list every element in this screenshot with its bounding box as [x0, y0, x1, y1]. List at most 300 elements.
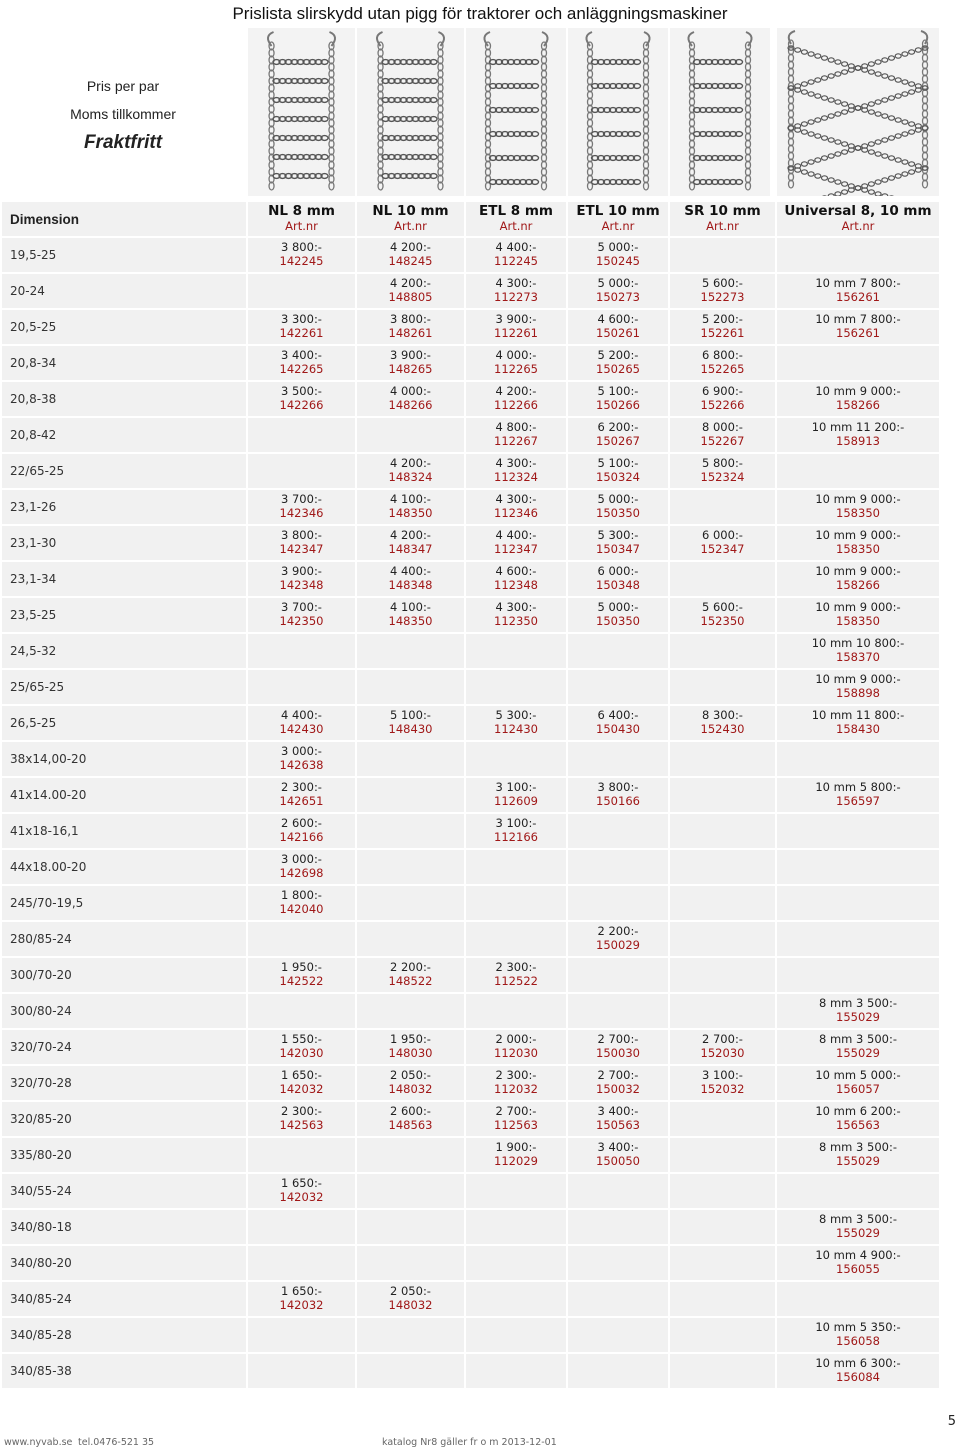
price-cell	[568, 1318, 668, 1352]
price-cell	[357, 1066, 464, 1100]
article-number: 148324	[388, 470, 433, 484]
table-row	[2, 274, 939, 308]
price-cell	[248, 1318, 355, 1352]
price-cell	[248, 418, 355, 452]
price-cell	[568, 346, 668, 380]
price-value	[568, 1282, 668, 1284]
article-number: 112430	[494, 722, 538, 736]
dimension-cell: 280/85-24	[2, 922, 246, 956]
article-number: 142040	[279, 902, 324, 916]
price-cell	[357, 814, 464, 848]
price-value: 5 600:-	[702, 276, 743, 290]
chain-image-sr10	[670, 28, 770, 196]
dimension-cell: 20-24	[2, 274, 246, 308]
dimension-cell: 19,5-25	[2, 238, 246, 272]
article-number: 148350	[388, 614, 433, 628]
price-value: 4 400:-	[495, 240, 537, 254]
price-cell	[248, 490, 355, 524]
price-value	[568, 814, 668, 816]
price-value: 4 000:-	[495, 348, 537, 362]
price-cell	[670, 346, 775, 380]
article-number: 142266	[279, 398, 324, 412]
ladder-chain-icon	[248, 28, 355, 196]
price-cell	[466, 1030, 566, 1064]
price-cell	[466, 886, 566, 920]
price-cell	[777, 850, 939, 884]
price-value: 10 mm 10 800:-	[811, 636, 905, 650]
price-value: 4 600:-	[495, 564, 537, 578]
price-value: 10 mm 9 000:-	[815, 492, 901, 506]
price-value: 3 700:-	[281, 492, 322, 506]
article-number: 150350	[596, 614, 640, 628]
price-value	[248, 418, 355, 420]
price-cell	[248, 742, 355, 776]
article-number: 142348	[279, 578, 324, 592]
price-cell	[357, 1246, 464, 1280]
price-cell	[248, 634, 355, 668]
price-value	[248, 274, 355, 276]
article-number: 112245	[494, 254, 538, 268]
price-cell	[357, 274, 464, 308]
article-number: 155029	[836, 1046, 880, 1060]
price-cell	[777, 382, 939, 416]
price-value	[777, 958, 939, 960]
price-cell	[466, 778, 566, 812]
price-value	[248, 634, 355, 636]
article-number: 158266	[836, 578, 880, 592]
price-cell	[357, 706, 464, 740]
article-number: 112522	[494, 974, 538, 988]
price-value: 3 400:-	[597, 1104, 639, 1118]
price-cell	[568, 958, 668, 992]
price-cell	[466, 598, 566, 632]
price-cell	[248, 346, 355, 380]
article-number: 142346	[279, 506, 324, 520]
price-value	[466, 1318, 566, 1320]
price-cell	[357, 634, 464, 668]
price-value: 2 200:-	[390, 960, 431, 974]
price-cell	[357, 1354, 464, 1388]
price-value: 10 mm 9 000:-	[815, 672, 901, 686]
table-row	[2, 238, 939, 272]
price-cell	[466, 958, 566, 992]
price-value	[248, 1210, 355, 1212]
price-value: 4 400:-	[495, 528, 537, 542]
price-cell	[357, 1102, 464, 1136]
price-info-vat: Moms tillkommer	[70, 106, 176, 122]
dimension-cell: 300/70-20	[2, 958, 246, 992]
price-value: 3 300:-	[281, 312, 322, 326]
price-value: 4 300:-	[495, 600, 537, 614]
price-cell	[466, 922, 566, 956]
article-number: 112166	[494, 830, 538, 844]
price-value: 3 800:-	[597, 780, 639, 794]
article-number: 148430	[388, 722, 433, 736]
table-row	[2, 994, 939, 1028]
article-number: 152273	[700, 290, 745, 304]
price-cell	[670, 454, 775, 488]
chain-image-etl10	[568, 28, 668, 196]
price-cell	[248, 1066, 355, 1100]
price-cell	[568, 562, 668, 596]
price-cell	[357, 670, 464, 704]
price-cell	[568, 994, 668, 1028]
price-cell	[777, 742, 939, 776]
price-value: 10 mm 6 200:-	[815, 1104, 901, 1118]
price-cell	[777, 1210, 939, 1244]
footer-phone: tel.0476-521 35	[78, 1437, 155, 1448]
page-title: Prislista slirskydd utan pigg för traktorer och anläggningsmaskiner	[232, 4, 728, 23]
price-value: 4 300:-	[495, 276, 537, 290]
dimension-cell: 26,5-25	[2, 706, 246, 740]
price-value	[357, 850, 464, 852]
ladder-chain-icon	[568, 28, 668, 196]
price-cell	[670, 1282, 775, 1316]
price-cell	[248, 1138, 355, 1172]
table-row	[2, 1246, 939, 1280]
price-value: 2 300:-	[281, 1104, 322, 1118]
price-cell	[248, 922, 355, 956]
price-value: 2 700:-	[702, 1032, 743, 1046]
article-number: 112324	[494, 470, 538, 484]
price-cell	[670, 1138, 775, 1172]
dimension-cell: 245/70-19,5	[2, 886, 246, 920]
price-value: 10 mm 6 300:-	[815, 1356, 901, 1370]
article-number: 158350	[836, 506, 880, 520]
dimension-cell: 340/85-38	[2, 1354, 246, 1388]
price-cell	[357, 418, 464, 452]
article-number: 150265	[596, 362, 640, 376]
price-cell	[248, 562, 355, 596]
ladder-chain-icon	[670, 28, 770, 196]
price-value: 5 300:-	[495, 708, 537, 722]
price-value: 10 mm 11 800:-	[811, 708, 905, 722]
article-number: 152267	[700, 434, 745, 448]
price-value	[670, 1354, 775, 1356]
price-info-shipping: Fraktfritt	[83, 132, 163, 153]
price-value	[248, 1318, 355, 1320]
article-number: 158913	[836, 434, 880, 448]
price-value	[670, 886, 775, 888]
footer-catalog: katalog Nr8 gäller fr o m 2013-12-01	[382, 1437, 557, 1448]
price-cell	[248, 1246, 355, 1280]
table-row	[2, 778, 939, 812]
price-cell	[357, 562, 464, 596]
price-value	[357, 778, 464, 780]
price-cell	[777, 778, 939, 812]
price-value	[777, 454, 939, 456]
price-value	[466, 850, 566, 852]
footer	[0, 1437, 960, 1452]
price-value: 1 950:-	[281, 960, 322, 974]
price-cell	[568, 1210, 668, 1244]
price-value: 1 800:-	[281, 888, 322, 902]
price-cell	[568, 1066, 668, 1100]
price-cell	[248, 526, 355, 560]
price-value	[357, 1174, 464, 1176]
price-cell	[248, 310, 355, 344]
price-cell	[466, 490, 566, 524]
dimension-cell: 340/85-24	[2, 1282, 246, 1316]
article-number: 148032	[388, 1298, 433, 1312]
price-cell	[357, 454, 464, 488]
price-value: 4 200:-	[390, 276, 431, 290]
dimension-header: Dimension	[2, 202, 246, 236]
price-cell	[777, 634, 939, 668]
table-header-row	[2, 202, 939, 236]
article-number: 142563	[279, 1118, 324, 1132]
article-number: 112346	[494, 506, 538, 520]
price-value: 10 mm 5 000:-	[815, 1068, 901, 1082]
price-value: 6 000:-	[597, 564, 639, 578]
article-number: 112347	[494, 542, 538, 556]
article-number: 112261	[494, 326, 538, 340]
price-value: 5 000:-	[597, 276, 639, 290]
price-value	[248, 1354, 355, 1356]
price-value	[357, 1318, 464, 1320]
price-value	[466, 1174, 566, 1176]
price-value: 4 200:-	[495, 384, 537, 398]
price-value: 2 050:-	[390, 1284, 431, 1298]
table-row	[2, 1102, 939, 1136]
dimension-cell: 38x14,00-20	[2, 742, 246, 776]
price-value	[670, 1174, 775, 1176]
dimension-cell: 320/70-24	[2, 1030, 246, 1064]
price-value: 2 300:-	[495, 960, 537, 974]
article-number: 112032	[494, 1082, 538, 1096]
price-cell	[777, 922, 939, 956]
column-header: Universal 8, 10 mm Art.nr	[777, 202, 939, 236]
price-cell	[670, 994, 775, 1028]
price-value: 5 000:-	[597, 600, 639, 614]
price-cell	[568, 382, 668, 416]
table-row	[2, 634, 939, 668]
price-value	[670, 814, 775, 816]
table-row	[2, 598, 939, 632]
price-cell	[568, 1354, 668, 1388]
price-cell	[357, 1318, 464, 1352]
price-cell	[777, 346, 939, 380]
dimension-cell: 320/70-28	[2, 1066, 246, 1100]
price-cell	[466, 1210, 566, 1244]
price-value: 10 mm 9 000:-	[815, 384, 901, 398]
price-cell	[466, 238, 566, 272]
table-row	[2, 526, 939, 560]
price-value	[568, 850, 668, 852]
price-cell	[777, 670, 939, 704]
price-value	[357, 1246, 464, 1248]
price-cell	[248, 778, 355, 812]
price-cell	[777, 1066, 939, 1100]
price-cell	[357, 850, 464, 884]
article-number: 150267	[596, 434, 640, 448]
article-number: 148805	[388, 290, 433, 304]
price-cell	[670, 274, 775, 308]
price-cell	[777, 1354, 939, 1388]
table-row	[2, 346, 939, 380]
article-number: 156084	[836, 1370, 880, 1384]
price-value	[466, 1246, 566, 1248]
price-value: 5 100:-	[597, 384, 639, 398]
article-number: 150348	[596, 578, 640, 592]
price-value	[357, 922, 464, 924]
article-number: 148266	[388, 398, 433, 412]
price-value	[357, 1354, 464, 1356]
article-number: 148265	[388, 362, 433, 376]
price-value: 2 300:-	[281, 780, 322, 794]
article-number: 156057	[836, 1082, 880, 1096]
price-value: 3 000:-	[281, 852, 322, 866]
price-value: 4 300:-	[495, 492, 537, 506]
price-value	[357, 418, 464, 420]
price-value	[568, 886, 668, 888]
price-cell	[670, 958, 775, 992]
price-value: 4 400:-	[390, 564, 431, 578]
price-value: 4 100:-	[390, 492, 431, 506]
price-cell	[670, 850, 775, 884]
price-cell	[777, 1174, 939, 1208]
price-cell	[670, 1174, 775, 1208]
article-number: 150347	[596, 542, 640, 556]
price-cell	[568, 1030, 668, 1064]
price-value: 3 100:-	[702, 1068, 743, 1082]
price-value	[466, 1282, 566, 1284]
price-cell	[248, 1354, 355, 1388]
price-cell	[670, 382, 775, 416]
table-row	[2, 1138, 939, 1172]
price-value: 3 500:-	[281, 384, 322, 398]
price-cell	[568, 814, 668, 848]
price-value	[670, 742, 775, 744]
price-value	[357, 634, 464, 636]
price-value: 3 900:-	[495, 312, 537, 326]
table-row	[2, 1174, 939, 1208]
dimension-cell: 23,5-25	[2, 598, 246, 632]
article-number: 142032	[279, 1082, 324, 1096]
article-number: 148522	[388, 974, 433, 988]
article-number: 142261	[279, 326, 324, 340]
article-number: 158266	[836, 398, 880, 412]
price-value	[670, 1282, 775, 1284]
article-number: 142651	[279, 794, 324, 808]
article-number: 142166	[279, 830, 324, 844]
dimension-cell: 335/80-20	[2, 1138, 246, 1172]
table-row	[2, 490, 939, 524]
price-value	[670, 238, 775, 240]
article-number: 152350	[700, 614, 745, 628]
price-value	[670, 1102, 775, 1104]
chain-image-nl10	[357, 28, 464, 196]
price-cell	[777, 814, 939, 848]
dimension-cell: 20,8-34	[2, 346, 246, 380]
price-cell	[248, 1282, 355, 1316]
price-value	[357, 1210, 464, 1212]
price-value	[670, 1210, 775, 1212]
price-cell	[670, 886, 775, 920]
price-cell	[357, 778, 464, 812]
price-cell	[466, 346, 566, 380]
price-value	[466, 670, 566, 672]
table-row	[2, 1210, 939, 1244]
price-cell	[357, 238, 464, 272]
price-value: 5 200:-	[597, 348, 639, 362]
price-value: 5 100:-	[390, 708, 431, 722]
article-number: 150050	[596, 1154, 640, 1168]
table-row	[2, 922, 939, 956]
price-value: 2 200:-	[597, 924, 639, 938]
article-number: 158370	[836, 650, 880, 664]
article-number: 112265	[494, 362, 538, 376]
price-cell	[466, 706, 566, 740]
price-value	[568, 958, 668, 960]
price-cell	[248, 274, 355, 308]
price-value: 2 050:-	[390, 1068, 431, 1082]
article-number: 150350	[596, 506, 640, 520]
article-number: 158898	[836, 686, 880, 700]
article-number: 150029	[596, 938, 640, 952]
price-value: 5 800:-	[702, 456, 743, 470]
article-number: 156597	[836, 794, 880, 808]
price-cell	[777, 562, 939, 596]
price-cell	[777, 418, 939, 452]
price-value	[777, 1282, 939, 1284]
price-cell	[777, 994, 939, 1028]
price-value	[466, 886, 566, 888]
article-number: 142265	[279, 362, 324, 376]
price-value	[248, 922, 355, 924]
price-cell	[670, 706, 775, 740]
price-cell	[568, 670, 668, 704]
article-number: 112029	[494, 1154, 538, 1168]
price-cell	[568, 1282, 668, 1316]
price-cell	[357, 1174, 464, 1208]
price-value: 4 200:-	[390, 240, 431, 254]
price-value: 3 800:-	[390, 312, 431, 326]
price-value: 4 300:-	[495, 456, 537, 470]
price-cell	[357, 310, 464, 344]
price-cell	[248, 814, 355, 848]
price-value	[568, 634, 668, 636]
article-number: 150261	[596, 326, 640, 340]
article-number: 112348	[494, 578, 538, 592]
price-value: 2 300:-	[495, 1068, 537, 1082]
price-cell	[568, 1246, 668, 1280]
price-cell	[357, 958, 464, 992]
price-cell	[466, 634, 566, 668]
price-value: 1 650:-	[281, 1176, 322, 1190]
price-value	[248, 1246, 355, 1248]
price-cell	[466, 670, 566, 704]
price-cell	[670, 1066, 775, 1100]
table-row	[2, 562, 939, 596]
price-value	[670, 490, 775, 492]
dimension-cell: 320/85-20	[2, 1102, 246, 1136]
price-cell	[670, 310, 775, 344]
article-number: 152266	[700, 398, 745, 412]
article-number: 148347	[388, 542, 433, 556]
price-value: 6 200:-	[597, 420, 639, 434]
price-cell	[777, 886, 939, 920]
chain-image-universal	[777, 28, 939, 196]
article-number: 152030	[700, 1046, 745, 1060]
price-value: 4 100:-	[390, 600, 431, 614]
article-number: 156261	[836, 290, 880, 304]
article-number: 152261	[700, 326, 745, 340]
dimension-cell: 20,8-42	[2, 418, 246, 452]
price-cell	[777, 706, 939, 740]
price-value: 10 mm 11 200:-	[811, 420, 905, 434]
dimension-cell: 41x18-16,1	[2, 814, 246, 848]
